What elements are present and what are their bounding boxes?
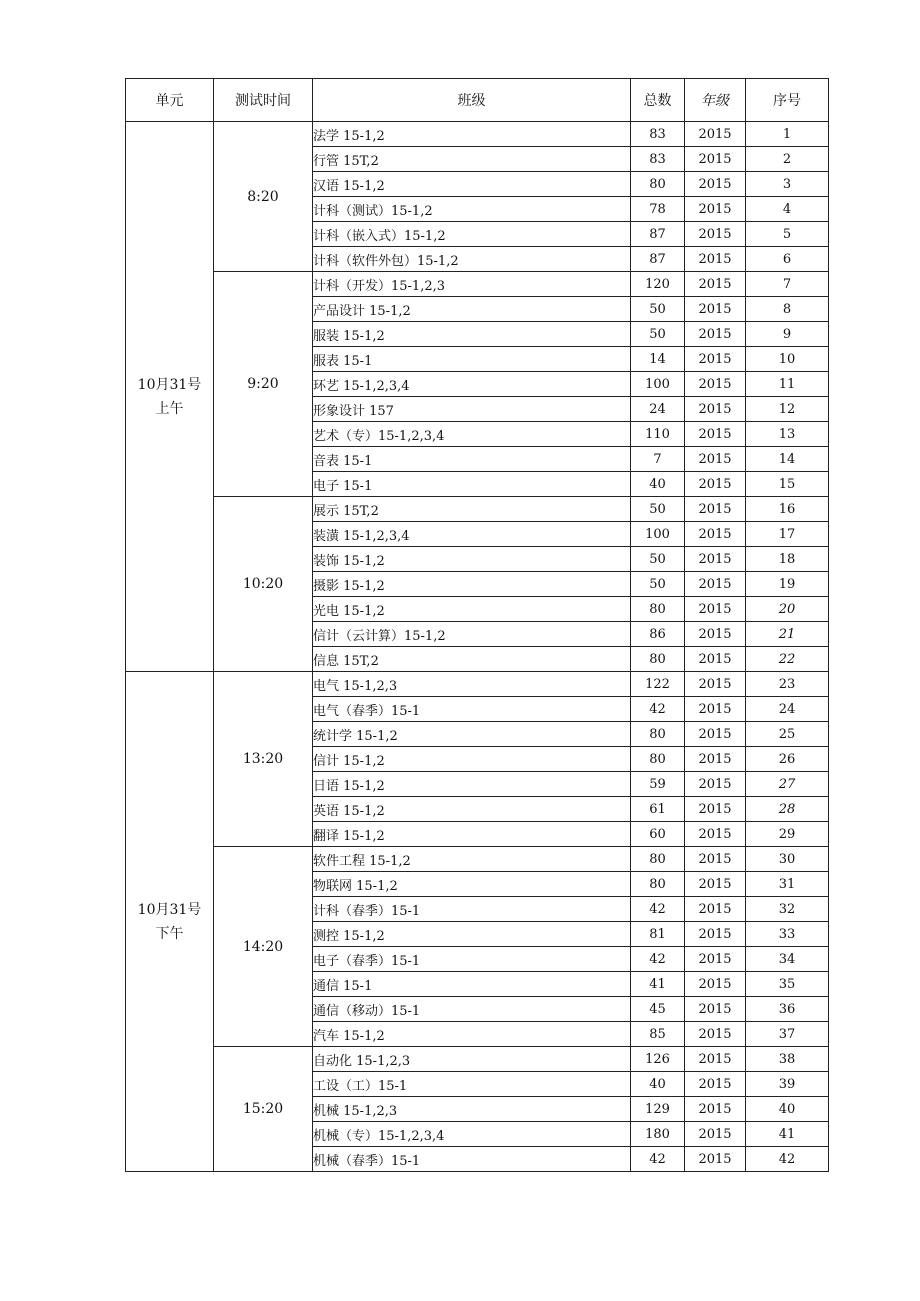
total-cell: 40 (631, 472, 685, 497)
total-cell: 80 (631, 847, 685, 872)
seq-cell: 31 (746, 872, 829, 897)
grade-cell: 2015 (685, 1072, 746, 1097)
class-cell: 通信 15-1 (313, 972, 631, 997)
total-cell: 80 (631, 647, 685, 672)
grade-cell: 2015 (685, 672, 746, 697)
class-cell: 信计 15-1,2 (313, 747, 631, 772)
table-row (126, 497, 829, 522)
total-cell: 85 (631, 1022, 685, 1047)
total-cell: 110 (631, 422, 685, 447)
class-cell: 服装 15-1,2 (313, 322, 631, 347)
grade-cell: 2015 (685, 322, 746, 347)
total-cell: 41 (631, 972, 685, 997)
class-cell: 自动化 15-1,2,3 (313, 1047, 631, 1072)
header-total: 总数 (631, 79, 685, 122)
total-cell: 50 (631, 572, 685, 597)
grade-cell: 2015 (685, 547, 746, 572)
seq-cell: 1 (746, 122, 829, 147)
total-cell: 87 (631, 247, 685, 272)
grade-cell: 2015 (685, 497, 746, 522)
seq-cell: 37 (746, 1022, 829, 1047)
header-class: 班级 (313, 79, 631, 122)
unit-label-line: 10月31号 (137, 376, 202, 393)
class-cell: 摄影 15-1,2 (313, 572, 631, 597)
class-cell: 光电 15-1,2 (313, 597, 631, 622)
seq-cell: 36 (746, 997, 829, 1022)
grade-cell: 2015 (685, 447, 746, 472)
grade-cell: 2015 (685, 797, 746, 822)
seq-cell: 26 (746, 747, 829, 772)
seq-cell: 39 (746, 1072, 829, 1097)
seq-cell: 2 (746, 147, 829, 172)
total-cell: 50 (631, 322, 685, 347)
total-cell: 129 (631, 1097, 685, 1122)
grade-cell: 2015 (685, 747, 746, 772)
seq-cell: 12 (746, 397, 829, 422)
grade-cell: 2015 (685, 1022, 746, 1047)
class-cell: 计科（嵌入式）15-1,2 (313, 222, 631, 247)
seq-cell: 25 (746, 722, 829, 747)
unit-label-line: 10月31号 (137, 901, 202, 918)
class-cell: 形象设计 157 (313, 397, 631, 422)
schedule-table (125, 78, 829, 1172)
total-cell: 80 (631, 722, 685, 747)
seq-cell: 30 (746, 847, 829, 872)
grade-cell: 2015 (685, 772, 746, 797)
total-cell: 122 (631, 672, 685, 697)
total-cell: 83 (631, 122, 685, 147)
grade-cell: 2015 (685, 1122, 746, 1147)
class-cell: 工设（工）15-1 (313, 1072, 631, 1097)
seq-cell: 13 (746, 422, 829, 447)
class-cell: 信息 15T,2 (313, 647, 631, 672)
grade-cell: 2015 (685, 972, 746, 997)
seq-cell: 21 (746, 622, 829, 647)
grade-cell: 2015 (685, 947, 746, 972)
total-cell: 100 (631, 522, 685, 547)
grade-cell: 2015 (685, 297, 746, 322)
seq-cell: 15 (746, 472, 829, 497)
seq-cell: 17 (746, 522, 829, 547)
total-cell: 83 (631, 147, 685, 172)
seq-cell: 40 (746, 1097, 829, 1122)
header-test-time: 测试时间 (214, 79, 313, 122)
total-cell: 42 (631, 897, 685, 922)
class-cell: 测控 15-1,2 (313, 922, 631, 947)
header-row (126, 79, 829, 122)
grade-cell: 2015 (685, 847, 746, 872)
test-time-cell: 13:20 (214, 672, 313, 847)
class-cell: 电子（春季）15-1 (313, 947, 631, 972)
grade-cell: 2015 (685, 222, 746, 247)
class-cell: 装饰 15-1,2 (313, 547, 631, 572)
class-cell: 服表 15-1 (313, 347, 631, 372)
grade-cell: 2015 (685, 647, 746, 672)
grade-cell: 2015 (685, 722, 746, 747)
total-cell: 7 (631, 447, 685, 472)
test-time-cell: 10:20 (214, 497, 313, 672)
class-cell: 机械（春季）15-1 (313, 1147, 631, 1172)
class-cell: 电气 15-1,2,3 (313, 672, 631, 697)
grade-cell: 2015 (685, 597, 746, 622)
seq-cell: 28 (746, 797, 829, 822)
unit-label-line: 上午 (155, 400, 184, 417)
seq-cell: 27 (746, 772, 829, 797)
table-row (126, 847, 829, 872)
grade-cell: 2015 (685, 697, 746, 722)
seq-cell: 29 (746, 822, 829, 847)
class-cell: 信计（云计算）15-1,2 (313, 622, 631, 647)
header-unit: 单元 (126, 79, 214, 122)
table-row (126, 1047, 829, 1072)
total-cell: 80 (631, 172, 685, 197)
table-row (126, 122, 829, 147)
grade-cell: 2015 (685, 572, 746, 597)
total-cell: 81 (631, 922, 685, 947)
seq-cell: 19 (746, 572, 829, 597)
class-cell: 机械 15-1,2,3 (313, 1097, 631, 1122)
total-cell: 60 (631, 822, 685, 847)
class-cell: 英语 15-1,2 (313, 797, 631, 822)
seq-cell: 32 (746, 897, 829, 922)
class-cell: 汉语 15-1,2 (313, 172, 631, 197)
seq-cell: 9 (746, 322, 829, 347)
unit-cell (126, 122, 214, 672)
grade-cell: 2015 (685, 422, 746, 447)
class-cell: 音表 15-1 (313, 447, 631, 472)
unit-cell (126, 672, 214, 1172)
total-cell: 86 (631, 622, 685, 647)
total-cell: 14 (631, 347, 685, 372)
grade-cell: 2015 (685, 122, 746, 147)
seq-cell: 4 (746, 197, 829, 222)
class-cell: 软件工程 15-1,2 (313, 847, 631, 872)
seq-cell: 11 (746, 372, 829, 397)
grade-cell: 2015 (685, 897, 746, 922)
grade-cell: 2015 (685, 247, 746, 272)
total-cell: 45 (631, 997, 685, 1022)
seq-cell: 24 (746, 697, 829, 722)
seq-cell: 35 (746, 972, 829, 997)
grade-cell: 2015 (685, 347, 746, 372)
seq-cell: 33 (746, 922, 829, 947)
total-cell: 80 (631, 597, 685, 622)
seq-cell: 7 (746, 272, 829, 297)
total-cell: 50 (631, 297, 685, 322)
grade-cell: 2015 (685, 872, 746, 897)
grade-cell: 2015 (685, 922, 746, 947)
total-cell: 40 (631, 1072, 685, 1097)
grade-cell: 2015 (685, 1047, 746, 1072)
total-cell: 42 (631, 697, 685, 722)
seq-cell: 34 (746, 947, 829, 972)
class-cell: 计科（开发）15-1,2,3 (313, 272, 631, 297)
class-cell: 汽车 15-1,2 (313, 1022, 631, 1047)
total-cell: 59 (631, 772, 685, 797)
unit-label-line: 下午 (155, 925, 184, 942)
seq-cell: 38 (746, 1047, 829, 1072)
class-cell: 计科（软件外包）15-1,2 (313, 247, 631, 272)
grade-cell: 2015 (685, 372, 746, 397)
class-cell: 产品设计 15-1,2 (313, 297, 631, 322)
total-cell: 24 (631, 397, 685, 422)
class-cell: 电子 15-1 (313, 472, 631, 497)
class-cell: 电气（春季）15-1 (313, 697, 631, 722)
total-cell: 50 (631, 547, 685, 572)
seq-cell: 6 (746, 247, 829, 272)
total-cell: 61 (631, 797, 685, 822)
class-cell: 环艺 15-1,2,3,4 (313, 372, 631, 397)
grade-cell: 2015 (685, 197, 746, 222)
seq-cell: 20 (746, 597, 829, 622)
class-cell: 物联网 15-1,2 (313, 872, 631, 897)
grade-cell: 2015 (685, 622, 746, 647)
seq-cell: 8 (746, 297, 829, 322)
seq-cell: 22 (746, 647, 829, 672)
class-cell: 法学 15-1,2 (313, 122, 631, 147)
seq-cell: 3 (746, 172, 829, 197)
total-cell: 180 (631, 1122, 685, 1147)
total-cell: 42 (631, 1147, 685, 1172)
class-cell: 行管 15T,2 (313, 147, 631, 172)
class-cell: 计科（春季）15-1 (313, 897, 631, 922)
class-cell: 艺术（专）15-1,2,3,4 (313, 422, 631, 447)
grade-cell: 2015 (685, 397, 746, 422)
grade-cell: 2015 (685, 1147, 746, 1172)
test-time-cell: 9:20 (214, 272, 313, 497)
class-cell: 日语 15-1,2 (313, 772, 631, 797)
grade-cell: 2015 (685, 172, 746, 197)
grade-cell: 2015 (685, 272, 746, 297)
seq-cell: 41 (746, 1122, 829, 1147)
test-time-cell: 15:20 (214, 1047, 313, 1172)
total-cell: 100 (631, 372, 685, 397)
class-cell: 机械（专）15-1,2,3,4 (313, 1122, 631, 1147)
grade-cell: 2015 (685, 1097, 746, 1122)
test-time-cell: 14:20 (214, 847, 313, 1047)
table-row (126, 672, 829, 697)
grade-cell: 2015 (685, 522, 746, 547)
seq-cell: 42 (746, 1147, 829, 1172)
table-row (126, 272, 829, 297)
grade-cell: 2015 (685, 147, 746, 172)
class-cell: 装潢 15-1,2,3,4 (313, 522, 631, 547)
header-grade: 年级 (685, 79, 746, 122)
grade-cell: 2015 (685, 997, 746, 1022)
seq-cell: 18 (746, 547, 829, 572)
seq-cell: 10 (746, 347, 829, 372)
seq-cell: 23 (746, 672, 829, 697)
total-cell: 120 (631, 272, 685, 297)
total-cell: 126 (631, 1047, 685, 1072)
total-cell: 80 (631, 872, 685, 897)
test-time-cell: 8:20 (214, 122, 313, 272)
total-cell: 50 (631, 497, 685, 522)
class-cell: 通信（移动）15-1 (313, 997, 631, 1022)
class-cell: 翻译 15-1,2 (313, 822, 631, 847)
header-seq: 序号 (746, 79, 829, 122)
grade-cell: 2015 (685, 822, 746, 847)
class-cell: 计科（测试）15-1,2 (313, 197, 631, 222)
total-cell: 87 (631, 222, 685, 247)
class-cell: 统计学 15-1,2 (313, 722, 631, 747)
seq-cell: 14 (746, 447, 829, 472)
total-cell: 42 (631, 947, 685, 972)
class-cell: 展示 15T,2 (313, 497, 631, 522)
grade-cell: 2015 (685, 472, 746, 497)
total-cell: 80 (631, 747, 685, 772)
seq-cell: 16 (746, 497, 829, 522)
total-cell: 78 (631, 197, 685, 222)
seq-cell: 5 (746, 222, 829, 247)
